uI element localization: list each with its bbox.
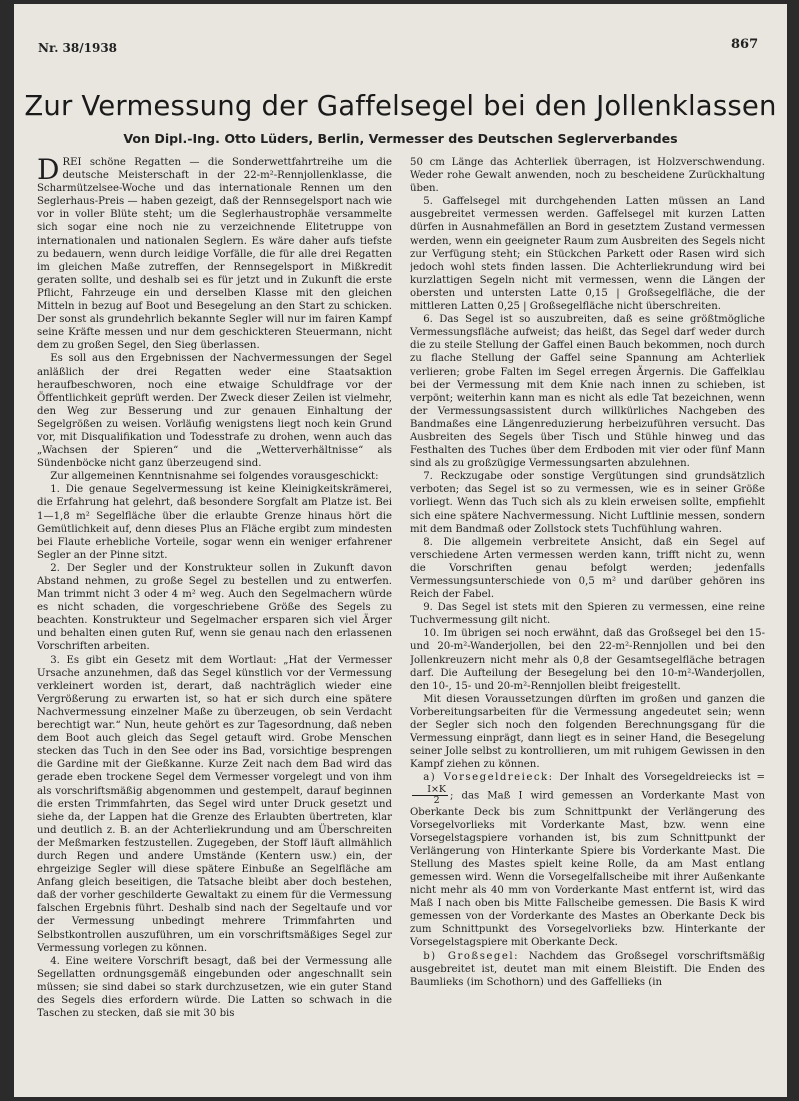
paragraph (410, 950, 765, 989)
paragraph: 6. Das Segel ist so auszubreiten, daß es seine größtmögliche Vermessungsfläche aufweist; das heißt, das Segel darf weder durch die zu steile Stellung der Gaffel einen Bauch bekommen, noch durch zu flache Stellung der Gaffel seine Spannung am Achterliek verlieren; grobe Falten im Segel erregen Ärgernis. Die Gaffelklau bei der Vermessung mit dem Knie nach innen zu schieben, ist verpönt; weiterhin kann man es nicht als edle Tat bezeichnen, wenn der Vermessungsassistent durch willkürliches Nachgeben des Bandmaßes eine Längenreduzierung herbeizuführen versucht. Das Ausbreiten des Segels über Tisch und Stühle hinweg und das Festhalten des Tuches über dem Erdboden mit vier oder fünf Mann sind als zu großzügige Vermessungsarten abzulehnen. (410, 314, 765, 470)
paragraph: 7. Reckzugabe oder sonstige Vergütungen sind grundsätzlich verboten; das Segel ist so zu vermessen, wie es in seiner Größe vorliegt. Wenn das Tuch sich als zu klein erweisen sollte, empfiehlt sich eine spätere Nachvermessung. Nicht Luftlinie messen, sondern mit dem Bandmaß oder Zollstock stets Tuchfühlung wahren. (410, 471, 765, 535)
paragraph: Es soll aus den Ergebnissen der Nachvermessungen der Segel anläßlich der drei Regatten weder eine Staatsaktion heraufbeschworen, noch eine etwaige Schuldfrage vor der Öffentlichkeit geprüft werden. Der Zweck dieser Zeilen ist vielmehr, den Weg zur Besserung und zur genauen Einhaltung der Segelgrößen zu weisen. Vorläufig wenigstens liegt noch kein Grund vor, mit Disqualifikation und Todesstrafe zu drohen, wenn auch das „Wachsen der Spieren“ und die „Wetterverhältnisse“ als Sündenböcke nicht ganz überzeugend sind. (37, 353, 392, 470)
article-byline: Von Dipl.-Ing. Otto Lüders, Berlin, Vermesser des Deutschen Seglerverbandes (123, 131, 678, 146)
right-column (410, 156, 765, 1096)
fraction-denominator: 2 (433, 794, 440, 806)
paragraph-text: Nachdem das Großsegel vorschriftsmäßig ausgebreitet ist, deutet man mit einem Bleistift. Die Enden des Baumlieks (im Schothorn) und des Gaffellieks (in (410, 950, 765, 988)
paragraph: 2. Der Segler und der Konstrukteur sollen in Zukunft davon Abstand nehmen, zu große Segel zu bestellen und zu entwerfen. Man trimmt nicht 3 oder 4 m² weg. Auch den Segelmachern würde es nicht schaden, die vorgeschriebene Größe des Segels zu beachten. Konstrukteur und Segelmacher ersparen sich viel Ärger und behalten einen guten Ruf, wenn sie genau nach den erlassenen Vorschriften arbeiten. (37, 562, 392, 653)
paragraph: 5. Gaffelsegel mit durchgehenden Latten müssen an Land ausgebreitet vermessen werden. Gaffelsegel mit kurzen Latten dürfen in Ausnahmefällen an Bord in gesetztem Zustand vermessen werden, wenn ein geeigneter Raum zum Ausbreiten des Segels nicht zur Verfügung steht; ein Stückchen Parkett oder Rasen wird sich jedoch wohl stets finden lassen. Die Achterliekrundung wird bei kurzlattigen Segeln nicht mit vermessen, wenn die Längen der obersten und untersten Latte 0,15 | Großsegelfläche, die der mittleren Latten 0,25 | Großsegelfläche nicht überschreiten. (410, 196, 765, 313)
paragraph: 50 cm Länge das Achterliek überragen, ist Holzverschwendung. Weder rohe Gewalt anwenden, noch zu bescheidene Zurückhaltung üben. (410, 157, 765, 195)
drop-cap: D (37, 156, 60, 186)
section-label: a) Vorsegeldreieck: (423, 772, 554, 784)
fraction-numerator: I×K (412, 785, 448, 796)
paragraph: 3. Es gibt ein Gesetz mit dem Wortlaut: „Hat der Vermesser Ursache anzunehmen, daß das Segel künstlich vor der Vermessung verkleinert worden ist, derart, daß nachträglich wieder eine Vergrößerung zu erwarten ist, so hat er sich durch eine spätere Nachvermessung einzelner Maße zu überzeugen, ob sein Verdacht berechtigt war.“ Nun, heute gehört es zur Tagesordnung, daß neben dem Boot auch gleich das Segel getauft wird. Grobe Menschen stecken das Tuch in den See oder ins Bad, vorsichtige besprengen die Gardine mit der Gießkanne. Kurze Zeit nach dem Bad wird das gerade eben trockene Segel dem Vermesser vorgelegt und von ihm als vorschriftsmäßig abgenommen und gestempelt, darauf beginnen die ersten Trimmfahrten, das Segel wird unter Druck gesetzt und siehe da, der Lappen hat die Grenze des Erlaubten übertreten, klar und deutlich z. B. an der Achterliekrundung und am Überschreiten der Meßmarken festzustellen. Zugegeben, der Stoff läuft allmählich durch Regen und andere Umstände (Kentern usw.) ein, der ehrgeizige Segler will diese spätere Einbuße an Segelfläche am Anfang gleich beseitigen, die Tatsache bleibt aber doch bestehen, daß der vorher geschilderte Gewaltakt zu einem für die Vermessung falschen Ergebnis führt. Deshalb sind nach der Segeltaufe und vor der Vermessung unbedingt mehrere Trimmfahrten und Selbstkontrollen auszuführen, um ein vorschriftsmäßiges Segel zur Vermessung vorlegen zu können. (37, 654, 392, 954)
magazine-page (14, 4, 787, 1097)
paragraph: Zur allgemeinen Kenntnisnahme sei folgendes vorausgeschickt: (50, 471, 379, 483)
left-column (37, 156, 392, 1096)
issue-number: Nr. 38/1938 (38, 41, 118, 55)
paragraph: 8. Die allgemein verbreitete Ansicht, daß ein Segel auf verschiedene Arten vermessen werden kann, trifft nicht zu, wenn die Vorschriften genau befolgt werden; jedenfalls Vermessungsunterschiede von 0,5 m² und darüber gehören ins Reich der Fabel. (410, 536, 765, 601)
paragraph (410, 771, 765, 949)
article-title: Zur Vermessung der Gaffelsegel bei den Jollenklassen (24, 90, 777, 122)
paragraph: 4. Eine weitere Vorschrift besagt, daß bei der Vermessung alle Segellatten ordnungsgemäß eingebunden oder angeschnallt sein müssen; sie sind dabei so stark durchzusetzen, wie ein guter Stand des Segels dies erfordern würde. Die Latten so schwach in die Taschen zu stecken, daß sie mit 30 bis (37, 955, 392, 1020)
section-label: b) Großsegel: (423, 950, 520, 962)
paragraph (37, 156, 392, 352)
paragraph: 1. Die genaue Segelvermessung ist keine Kleinigkeitskrämerei, die Erfahrung hat gelehrt, daß besondere Sorgfalt am Platze ist. Bei 1—1,8 m² Segelfläche über die erlaubte Grenze hinaus hört die Gemütlichkeit auf, denn dieses Plus an Fläche ergibt zum mindesten bei Flaute erhebliche Vorteile, sogar wenn ein weniger erfahrener Segler an der Pinne sitzt. (37, 484, 392, 561)
paragraph: 9. Das Segel ist stets mit den Spieren zu vermessen, eine reine Tuchvermessung gilt nicht. (410, 602, 765, 627)
paragraph-text: REI schöne Regatten — die Sonderwettfahrtreihe um die deutsche Meisterschaft in der 22-m²-Rennjollenklasse, die Scharmützelsee-Woche und das internationale Rennen um den Seglerhaus-Preis — haben gezeigt, daß der Rennsegelsport nach wie vor in voller Blüte steht; um die Seglerhaustrophäe versammelte sich sogar eine noch nie zu verzeichnende Elitetruppe von internationalen und nationalen Seglern. Es wäre daher aufs tiefste zu bedauern, wenn durch leidige Vorfälle, die für alle drei Regatten im gleichen Maße zutreffen, der Rennsegelsport in Mißkredit geraten sollte, und deshalb sei es für jetzt und in Zukunft die erste Pflicht, Fahrzeuge ein und derselben Klasse mit den gleichen Mitteln in bezug auf Boot und Besegelung an den Start zu schicken. Der sonst als grundehrlich bekannte Segler will nur im fairen Kampf seine Kräfte messen und nur dem geschickteren Steuermann, nicht dem zu großen Segel, den Sieg überlassen. (37, 157, 392, 352)
paragraph: 10. Im übrigen sei noch erwähnt, daß das Großsegel bei den 15- und 20-m²-Wanderjollen, bei den 22-m²-Rennjollen und bei den Jollenkreuzern nicht mehr als 0,8 der Gesamtsegelfläche betragen darf. Die Aufteilung der Besegelung bei den 10-m²-Wanderjollen, den 10-, 15- und 20-m²-Rennjollen bleibt freigestellt. (410, 628, 765, 692)
fraction (412, 785, 448, 806)
paragraph: Mit diesen Voraussetzungen dürften im großen und ganzen die Vorbereitungsarbeiten für die Vermessung angedeutet sein; wenn der Segler sich noch den folgenden Berechnungsgang für die Vermessung einprägt, dann liegt es in seiner Hand, die Besegelung seiner Jolle selbst zu kontrollieren, um mit ruhigem Gewissen in den Kampf ziehen zu können. (410, 693, 765, 771)
page-number: 867 (731, 37, 759, 52)
paragraph-text: ; das Maß I wird gemessen an Vorderkante Mast von Oberkante Deck bis zum Schnittpunkt der Verlängerung des Vorsegelvorlieks mit Vorderkante Mast, bzw. wenn eine Vorsegelstagspiere vorhanden ist, bis zum Schnittpunkt der Verlängerung von Hinterkante Spiere bis Vorderkante Mast. Die Stellung des Mastes spielt keine Rolle, da am Mast entlang gemessen wird. Wenn die Vorsegelfallscheibe mit ihrer Außenkante nicht mehr als 40 mm von Vorderkante Mast entfernt ist, wird das Maß I nach oben bis Mitte Fallscheibe gemessen. Die Basis K wird gemessen von der Vorderkante des Mastes an Oberkante Deck bis zum Schnittpunkt des Vorsegelvorlieks bzw. Hinterkante der Vorsegelstagspiere mit Oberkante Deck. (410, 790, 765, 949)
paragraph-text: Der Inhalt des Vorsegeldreiecks ist = (559, 772, 765, 784)
